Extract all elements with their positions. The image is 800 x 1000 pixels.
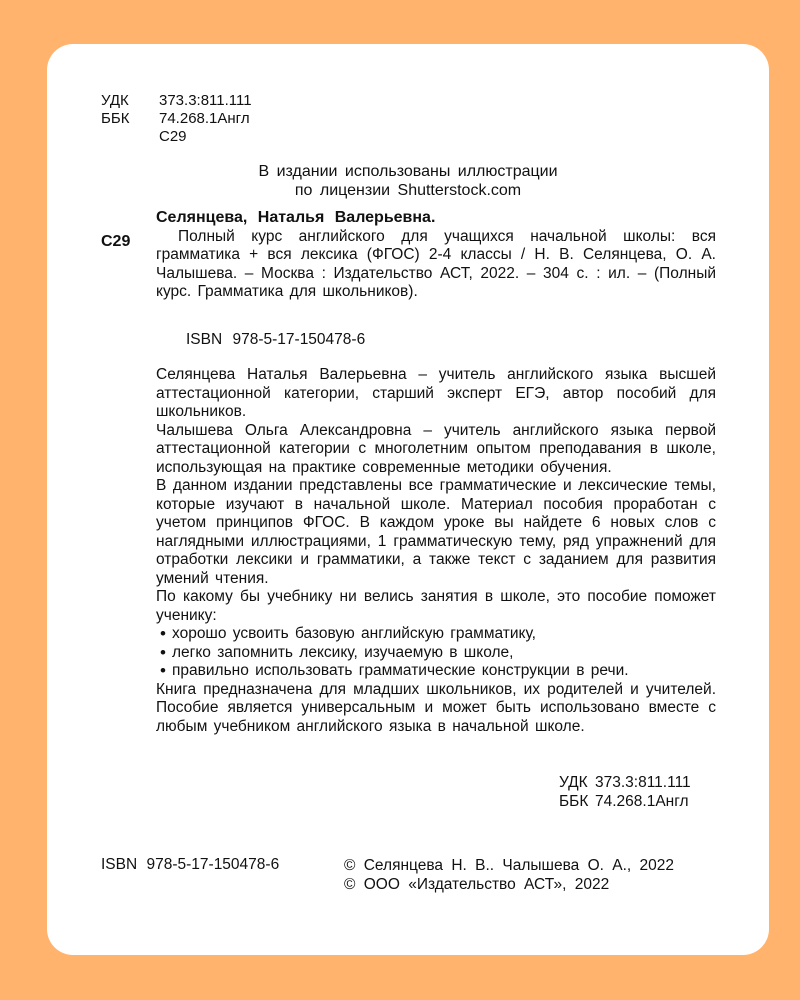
classification-codes [101,92,252,146]
catalog-number: С29 [101,233,131,250]
list-item: • хорошо усвоить базовую английскую грамматику, [156,625,716,644]
catalog-author: Селянцева, Наталья Валерьевна. [156,209,436,226]
udk-value: 373.3:811.111 [159,92,252,109]
bbk-label-bottom: ББК [559,792,589,810]
udk-label-bottom: УДК [559,774,588,791]
author-mark: С29 [159,128,187,145]
page [47,44,769,955]
copyright-publisher: © ООО «Издательство АСТ», 2022 [344,876,610,893]
catalog-entry [156,209,716,302]
annotation-audience: Книга предназначена для младших школьников, их родителей и учителей. Пособие является универсальным и может быть использовано вместе с любым учебником английского языка в начальной школе. [156,680,716,735]
illustration-credits [47,162,769,200]
copyright-block [344,856,674,894]
credits-line-1: В издании использованы иллюстрации [258,163,558,180]
annotation-author-2: Чалышева Ольга Александровна – учитель английского языка первой аттестационной категории с многолетним опытом преподавания в школе, использующая на практике современные методики обучения. [156,421,716,476]
catalog-description: Полный курс английского для учащихся начальной школы: вся грамматика + вся лексика (ФГОС) 2-4 классы / Н. В. Селянцева, О. А. Чалышева. – Москва : Издательство АСТ, 2022. – 304 с. : ил. – (Полный курс. Грамматика для школьников). [156,227,716,300]
footer-isbn: ISBN 978-5-17-150478-6 [101,856,280,873]
annotation-author-1: Селянцева Наталья Валерьевна – учитель английского языка высшей аттестационной категории, старший эксперт ЕГЭ, автор пособий для школьников. [156,366,716,420]
annotation-benefits-intro: По какому бы учебнику ни велись занятия в школе, это пособие поможет ученику: [156,588,716,624]
classification-codes-bottom [559,774,691,811]
list-item: • правильно использовать грамматические конструкции в речи. [156,662,716,681]
list-item: • легко запомнить лексику, изучаемую в школе, [156,644,716,663]
udk-label: УДК [101,92,129,109]
bbk-value-bottom: 74.268.1Англ [595,792,689,810]
credits-line-2: по лицензии Shutterstock.com [294,182,522,199]
annotation [156,366,716,736]
bbk-value: 74.268.1Англ [159,110,250,127]
udk-value-bottom: 373.3:811.111 [595,774,691,791]
annotation-content: В данном издании представлены все грамматические и лексические темы, которые изучают в начальной школе. Материал пособия проработан с учетом принципов ФГОС. В каждом уроке вы найдете 6 новых слов с наглядными иллюстрациями, 1 грамматическую тему, ряд упражнений для отработки лексики и грамматики, а также текст с заданием для развития умений чтения. [156,477,716,587]
benefits-list [156,625,716,681]
copyright-authors: © Селянцева Н. В.. Чалышева О. А., 2022 [344,857,674,874]
catalog-isbn: ISBN 978-5-17-150478-6 [186,331,366,348]
bbk-label: ББК [101,110,130,127]
